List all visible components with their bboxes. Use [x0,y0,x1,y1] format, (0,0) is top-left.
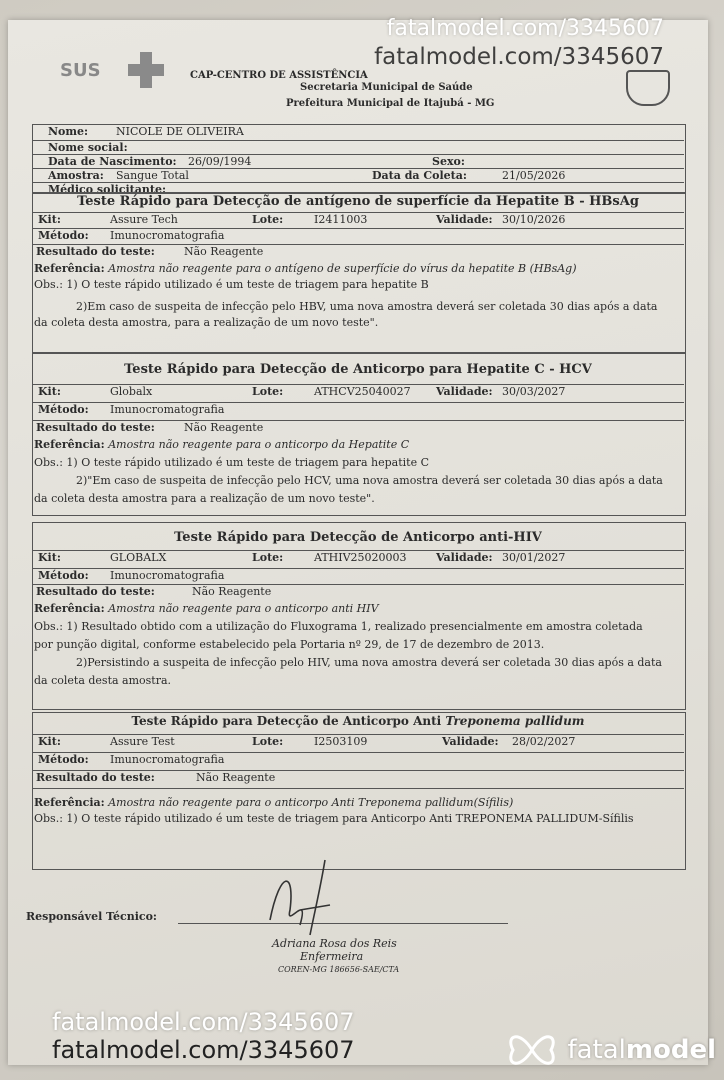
resultado-label: Resultado do teste: [36,585,155,598]
referencia-text: Amostra não reagente para o anticorpo Anti Treponema pallidum(Sífilis) [108,796,514,809]
validade-value: 30/10/2026 [502,213,566,226]
crest-icon [626,70,670,106]
patient-birthdate: 26/09/1994 [188,155,252,168]
lote-value: I2503109 [314,735,368,748]
report-header [40,42,680,120]
obs-line: da coleta desta amostra. [34,674,172,687]
cross-icon [128,52,164,88]
patient-name: NICOLE DE OLIVEIRA [116,125,244,138]
validade-value: 30/03/2027 [502,385,566,398]
obs-line: 2)"Em caso de suspeita de infecção pelo HCV, uma nova amostra deverá ser coletada 30 dias após a data [76,474,663,487]
watermark-url: fatalmodel.com/3345607 [374,44,664,70]
obs-line: da coleta desta amostra, para a realização de um novo teste". [34,316,379,329]
sample-type: Sangue Total [116,169,189,182]
lote-label: Lote: [252,551,284,564]
metodo-value: Imunocromatografia [110,229,225,242]
validade-value: 30/01/2027 [502,551,566,564]
kit-label: Kit: [38,385,61,398]
responsavel-label: Responsável Técnico: [26,910,157,923]
metodo-value: Imunocromatografia [110,403,225,416]
validade-value: 28/02/2027 [512,735,576,748]
resultado-value: Não Reagente [184,245,264,258]
lote-value: I2411003 [314,213,368,226]
section-title: Teste Rápido para Detecção de Anticorpo anti-HIV [174,530,542,545]
section-title: Teste Rápido para Detecção de Anticorpo para Hepatite C - HCV [124,362,592,377]
kit-value: Assure Tech [110,213,178,226]
referencia-text: Amostra não reagente para o anticorpo da Hepatite C [108,438,410,451]
kit-value: GLOBALX [110,551,167,564]
watermark-url: fatalmodel.com/3345607 [52,1036,355,1064]
validade-label: Validade: [436,551,493,564]
obs-label: Obs.: [34,456,63,469]
technician-coren: COREN-MG 186656-SAE/CTA [278,965,400,974]
resultado-label: Resultado do teste: [36,245,155,258]
technician-role: Enfermeira [300,950,364,963]
watermark-url: fatalmodel.com/3345607 [386,16,664,41]
signature-stamp [272,937,399,976]
fatalmodel-brand: fatalmodel [505,1030,716,1070]
sus-logo: SUS [60,60,101,81]
lote-value: ATHIV25020003 [314,551,407,564]
metodo-value: Imunocromatografia [110,753,225,766]
obs-label: Obs.: [34,812,63,825]
resultado-value: Não Reagente [184,421,264,434]
kit-label: Kit: [38,735,61,748]
resultado-value: Não Reagente [196,771,276,784]
kit-label: Kit: [38,213,61,226]
validade-label: Validade: [436,213,493,226]
referencia-text: Amostra não reagente para o antígeno de superfície do vírus da hepatite B (HBsAg) [108,262,577,275]
validade-label: Validade: [442,735,499,748]
obs-line: 1) O teste rápido utilizado é um teste de triagem para hepatite C [66,456,430,469]
amostra-label: Amostra: [48,169,104,182]
header-secretaria: Secretaria Municipal de Saúde [300,82,473,93]
metodo-label: Método: [38,753,89,766]
header-center-name: CAP-CENTRO DE ASSISTÊNCIA [190,70,368,81]
obs-line: 2)Persistindo a suspeita de infecção pelo HIV, uma nova amostra deverá ser coletada 30 dias após a data [76,656,662,669]
obs-label: Obs.: [34,620,63,633]
collection-date: 21/05/2026 [502,169,566,182]
obs-line: por punção digital, conforme estabelecido pela Portaria nº 29, de 17 de dezembro de 2013. [34,638,545,651]
metodo-label: Método: [38,569,89,582]
lote-label: Lote: [252,735,284,748]
kit-value: Assure Test [110,735,175,748]
resultado-label: Resultado do teste: [36,421,155,434]
referencia-label: Referência: [34,262,105,275]
section-title: Teste Rápido para Detecção de Anticorpo Anti Treponema pallidum [131,714,585,728]
obs-line: 1) O teste rápido utilizado é um teste de triagem para hepatite B [66,278,429,291]
coleta-label: Data da Coleta: [372,169,467,182]
metodo-label: Método: [38,229,89,242]
section-title: Teste Rápido para Detecção de antígeno de superfície da Hepatite B - HBsAg [77,194,639,209]
header-prefeitura: Prefeitura Municipal de Itajubá - MG [286,98,495,109]
referencia-label: Referência: [34,438,105,451]
lote-label: Lote: [252,213,284,226]
butterfly-logo-icon [505,1030,559,1070]
metodo-label: Método: [38,403,89,416]
nascimento-label: Data de Nascimento: [48,155,177,168]
nome-social-label: Nome social: [48,141,128,154]
handwritten-signature [240,850,360,940]
metodo-value: Imunocromatografia [110,569,225,582]
watermark-url: fatalmodel.com/3345607 [52,1008,355,1036]
referencia-label: Referência: [34,796,105,809]
validade-label: Validade: [436,385,493,398]
obs-label: Obs.: [34,278,63,291]
referencia-label: Referência: [34,602,105,615]
resultado-value: Não Reagente [192,585,272,598]
kit-label: Kit: [38,551,61,564]
lote-value: ATHCV25040027 [314,385,411,398]
sexo-label: Sexo: [432,155,465,168]
kit-value: Globalx [110,385,153,398]
referencia-text: Amostra não reagente para o anticorpo anti HIV [108,602,379,615]
lote-label: Lote: [252,385,284,398]
technician-name: Adriana Rosa dos Reis [272,937,397,950]
obs-line: 1) Resultado obtido com a utilização do Fluxograma 1, realizado presencialmente em amostra coletada [66,620,643,633]
obs-line: da coleta desta amostra para a realização de um novo teste". [34,492,375,505]
nome-label: Nome: [48,125,89,138]
resultado-label: Resultado do teste: [36,771,155,784]
medico-label: Médico solicitante: [48,183,167,196]
obs-line: 2)Em caso de suspeita de infecção pelo HBV, uma nova amostra deverá ser coletada 30 dias após a data [76,300,658,313]
obs-line: 1) O teste rápido utilizado é um teste de triagem para Anticorpo Anti TREPONEMA PALLIDUM-Sífilis [66,812,634,825]
